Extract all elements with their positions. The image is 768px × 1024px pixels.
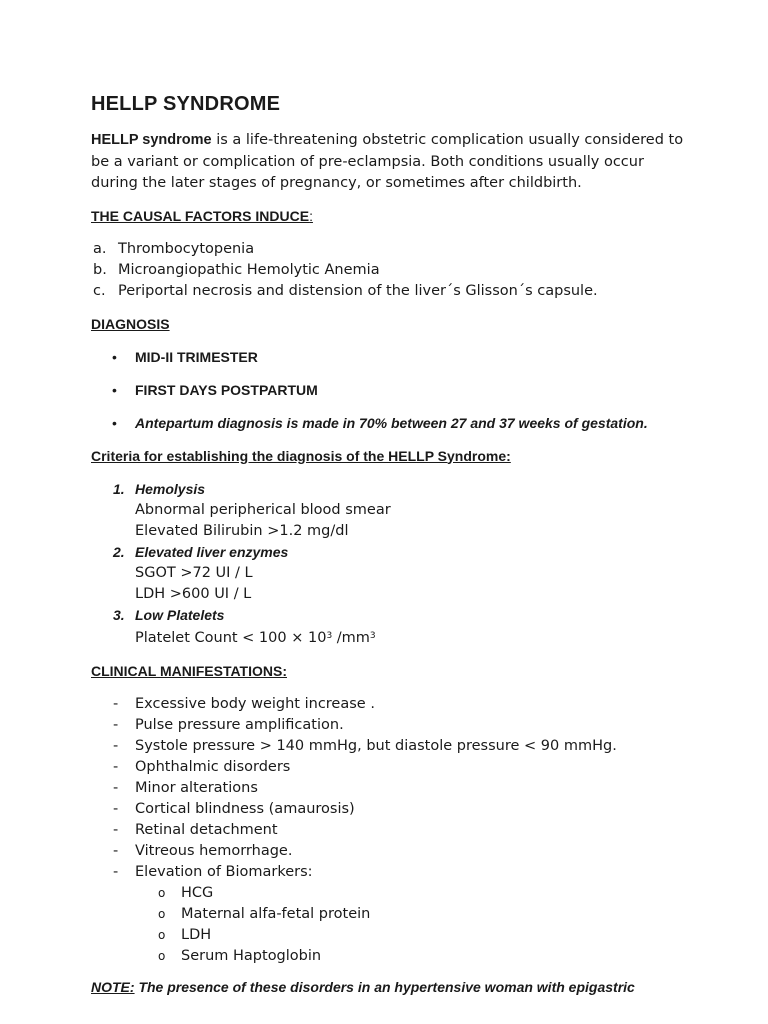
- circle-bullet-icon: o: [158, 906, 166, 921]
- list-item-text: MID-II TRIMESTER: [135, 348, 258, 365]
- list-item-text: Periportal necrosis and distension of the liver´s Glisson´s capsule.: [118, 282, 598, 299]
- clinical-list: [91, 694, 691, 967]
- criteria-line: Elevated Bilirubin >1.2 mg/dl: [135, 522, 349, 539]
- list-item: [91, 260, 691, 281]
- dash-icon: -: [113, 716, 119, 733]
- note-text: The presence of these disorders in an hypertensive woman with epigastric: [134, 978, 635, 995]
- intro-paragraph: [91, 130, 691, 195]
- list-item: [91, 778, 691, 799]
- sub-list-item-text: Maternal alfa-fetal protein: [181, 905, 371, 922]
- circle-bullet-icon: o: [158, 948, 166, 963]
- causal-factors-heading: [91, 206, 691, 226]
- criteria-item-head: [91, 542, 691, 563]
- bullet-icon: •: [112, 381, 117, 398]
- platelet-count-line: [91, 626, 691, 649]
- criteria-item-head: [91, 605, 691, 626]
- sub-list-item-text: LDH: [181, 926, 212, 943]
- list-item-text: Minor alterations: [135, 779, 258, 796]
- list-item: [91, 841, 691, 862]
- list-item-text: Vitreous hemorrhage.: [135, 842, 293, 859]
- dash-icon: -: [113, 695, 119, 712]
- list-item-text: Antepartum diagnosis is made in 70% between 27 and 37 weeks of gestation.: [135, 414, 648, 431]
- platelet-unit-exponent: 3: [369, 630, 376, 641]
- intro-text: is a life-threatening obstetric complication usually considered to be a variant or complication of pre-eclampsia. Both conditions usually occur during the later stages of pregnancy, or sometimes after childbirth.: [91, 132, 684, 191]
- list-marker: c.: [93, 282, 106, 299]
- list-item: [91, 862, 691, 967]
- criteria-title: Low Platelets: [135, 606, 225, 623]
- note-label: NOTE:: [91, 978, 135, 995]
- list-item: [91, 239, 691, 260]
- list-item: [91, 757, 691, 778]
- sub-list-item: [91, 946, 691, 967]
- list-item: [91, 281, 691, 302]
- sub-list-item-text: Serum Haptoglobin: [181, 947, 322, 964]
- bullet-icon: •: [112, 348, 117, 365]
- sub-list-item: [91, 904, 691, 925]
- list-item: [91, 347, 691, 368]
- list-item-text: Elevation of Biomarkers:: [135, 863, 313, 880]
- criteria-number: 3.: [113, 606, 125, 623]
- list-item-text: FIRST DAYS POSTPARTUM: [135, 381, 318, 398]
- intro-bold-lead: HELLP syndrome: [91, 132, 212, 148]
- criteria-line: Abnormal peripherical blood smear: [135, 501, 391, 518]
- list-item: [91, 736, 691, 757]
- dash-icon: -: [113, 821, 119, 838]
- list-item-text: Thrombocytopenia: [118, 240, 255, 257]
- list-item: [91, 799, 691, 820]
- platelet-exponent: 3: [326, 630, 333, 641]
- criteria-heading: Criteria for establishing the diagnosis of the HELLP Syndrome:: [91, 447, 511, 464]
- causal-factors-heading-text: THE CAUSAL FACTORS INDUCE: [91, 207, 310, 224]
- dash-icon: -: [113, 737, 119, 754]
- note-paragraph: [91, 977, 691, 998]
- platelet-count-prefix: Platelet Count < 100 × 10: [135, 629, 327, 646]
- criteria-title: Hemolysis: [135, 480, 206, 497]
- list-item-text: Retinal detachment: [135, 821, 278, 838]
- dash-icon: -: [113, 863, 119, 880]
- list-item-text: Excessive body weight increase .: [135, 695, 375, 712]
- sub-list-item: [91, 883, 691, 904]
- criteria-item: [91, 479, 691, 542]
- dash-icon: -: [113, 800, 119, 817]
- list-marker: b.: [93, 261, 107, 278]
- dash-icon: -: [113, 842, 119, 859]
- sub-list-item-text: HCG: [181, 884, 214, 901]
- list-item-text: Cortical blindness (amaurosis): [135, 800, 355, 817]
- criteria-line: SGOT >72 UI / L: [135, 564, 253, 581]
- criteria-item: [91, 542, 691, 605]
- sub-list-item: [91, 925, 691, 946]
- dash-icon: -: [113, 758, 119, 775]
- circle-bullet-icon: o: [158, 927, 166, 942]
- list-item-text: Pulse pressure amplification.: [135, 716, 344, 733]
- diagnosis-list: [91, 347, 691, 434]
- bullet-icon: •: [112, 414, 117, 431]
- dash-icon: -: [113, 779, 119, 796]
- biomarker-list: [91, 883, 691, 967]
- list-item: [91, 380, 691, 401]
- criteria-list: [91, 479, 691, 649]
- list-item: [91, 820, 691, 841]
- list-marker: a.: [93, 240, 107, 257]
- criteria-item-head: [91, 479, 691, 500]
- criteria-item: [91, 605, 691, 649]
- document-content: [91, 90, 691, 998]
- causal-factors-list: [91, 239, 691, 302]
- list-item-text: Microangiopathic Hemolytic Anemia: [118, 261, 380, 278]
- list-item-text: Systole pressure > 140 mmHg, but diastole pressure < 90 mmHg.: [135, 737, 617, 754]
- list-item: [91, 715, 691, 736]
- criteria-number: 2.: [113, 543, 125, 560]
- circle-bullet-icon: o: [158, 885, 166, 900]
- list-item: [91, 413, 691, 434]
- criteria-number: 1.: [113, 480, 125, 497]
- diagnosis-heading: DIAGNOSIS: [91, 315, 170, 332]
- list-item: [91, 694, 691, 715]
- causal-factors-heading-colon: :: [309, 207, 313, 224]
- document-title: HELLP SYNDROME: [91, 93, 281, 115]
- criteria-line: LDH >600 UI / L: [135, 585, 252, 602]
- list-item-text: Ophthalmic disorders: [135, 758, 291, 775]
- platelet-unit: /mm: [332, 629, 370, 646]
- criteria-title: Elevated liver enzymes: [135, 543, 289, 560]
- clinical-heading: CLINICAL MANIFESTATIONS:: [91, 662, 287, 679]
